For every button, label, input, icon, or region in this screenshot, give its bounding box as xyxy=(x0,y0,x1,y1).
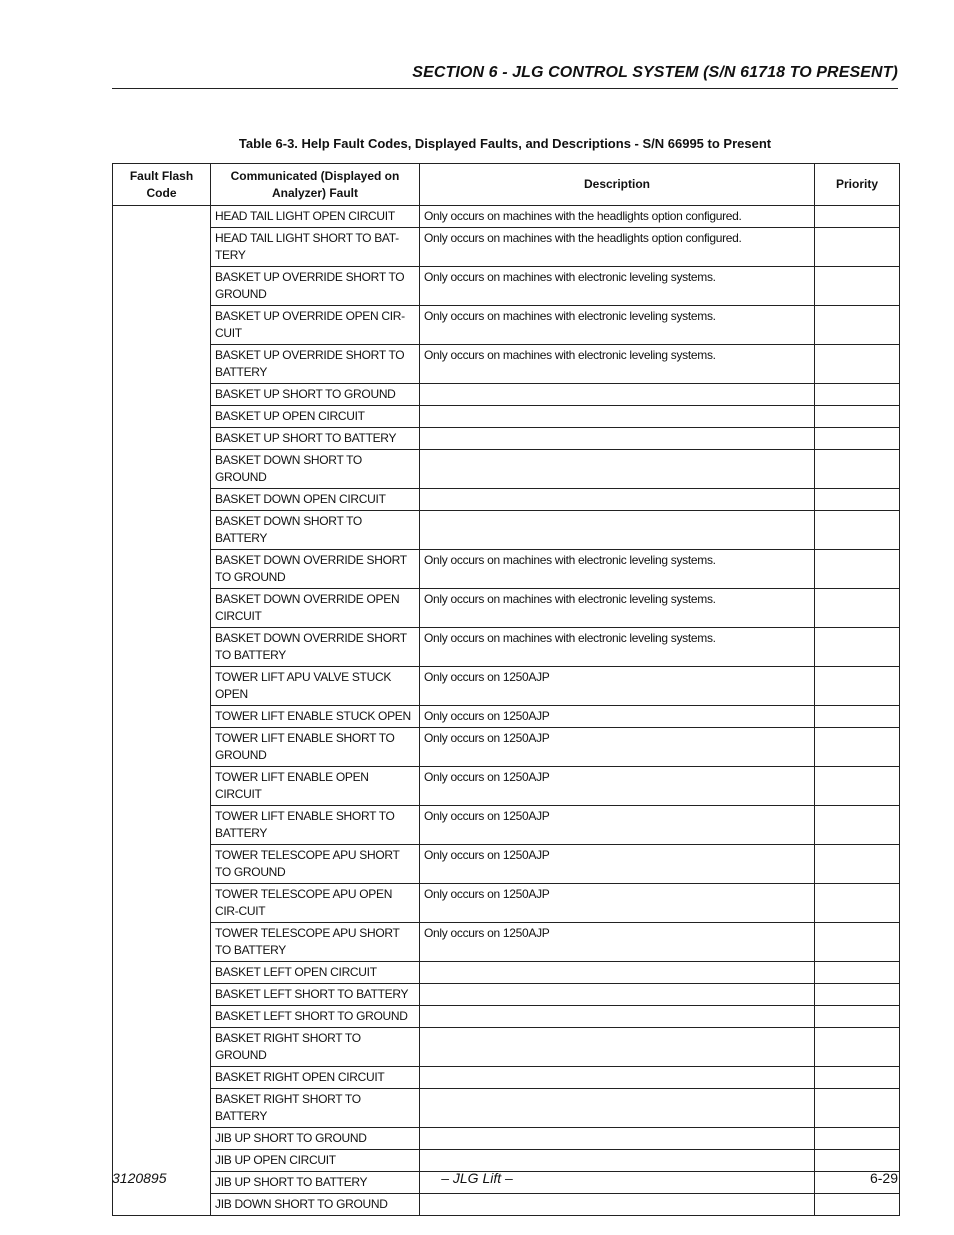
fault-name-cell: BASKET DOWN OVERRIDE SHORT TO BATTERY xyxy=(211,628,420,667)
fault-name-cell: TOWER TELESCOPE APU OPEN CIR-CUIT xyxy=(211,884,420,923)
priority-cell xyxy=(815,589,900,628)
fault-name-cell: BASKET UP SHORT TO GROUND xyxy=(211,384,420,406)
description-cell: Only occurs on machines with electronic leveling systems. xyxy=(420,306,815,345)
description-cell: Only occurs on 1250AJP xyxy=(420,806,815,845)
description-cell: Only occurs on 1250AJP xyxy=(420,767,815,806)
description-cell xyxy=(420,1150,815,1172)
priority-cell xyxy=(815,428,900,450)
table-row xyxy=(113,406,900,428)
fault-name-cell: BASKET DOWN OVERRIDE OPEN CIRCUIT xyxy=(211,589,420,628)
priority-cell xyxy=(815,884,900,923)
description-cell: Only occurs on machines with electronic leveling systems. xyxy=(420,550,815,589)
page-number: 6-29 xyxy=(869,1170,898,1186)
priority-cell xyxy=(815,728,900,767)
description-cell xyxy=(420,1028,815,1067)
fault-name-cell: BASKET LEFT SHORT TO BATTERY xyxy=(211,984,420,1006)
description-cell: Only occurs on machines with electronic leveling systems. xyxy=(420,628,815,667)
fault-name-cell: TOWER LIFT ENABLE SHORT TO GROUND xyxy=(211,728,420,767)
section-title: SECTION 6 - JLG CONTROL SYSTEM (S/N 61718 TO PRESENT) xyxy=(412,64,898,81)
priority-cell xyxy=(815,706,900,728)
fault-name-cell: BASKET RIGHT OPEN CIRCUIT xyxy=(211,1067,420,1089)
description-cell: Only occurs on 1250AJP xyxy=(420,884,815,923)
column-header-priority: Priority xyxy=(815,164,900,206)
description-cell: Only occurs on 1250AJP xyxy=(420,845,815,884)
table-row xyxy=(113,511,900,550)
fault-name-cell: TOWER LIFT ENABLE STUCK OPEN xyxy=(211,706,420,728)
fault-name-cell: HEAD TAIL LIGHT SHORT TO BAT-TERY xyxy=(211,228,420,267)
priority-cell xyxy=(815,267,900,306)
priority-cell xyxy=(815,384,900,406)
priority-cell xyxy=(815,1128,900,1150)
fault-name-cell: BASKET RIGHT SHORT TO BATTERY xyxy=(211,1089,420,1128)
priority-cell xyxy=(815,406,900,428)
priority-cell xyxy=(815,1006,900,1028)
column-header-code: Fault Flash Code xyxy=(113,164,211,206)
fault-name-cell: BASKET DOWN SHORT TO GROUND xyxy=(211,450,420,489)
table-row xyxy=(113,206,900,228)
table-row xyxy=(113,550,900,589)
table-row xyxy=(113,884,900,923)
fault-name-cell: JIB UP SHORT TO BATTERY xyxy=(211,1172,420,1194)
fault-name-cell: BASKET LEFT OPEN CIRCUIT xyxy=(211,962,420,984)
fault-name-cell: TOWER LIFT APU VALVE STUCK OPEN xyxy=(211,667,420,706)
fault-name-cell: BASKET UP OVERRIDE SHORT TO GROUND xyxy=(211,267,420,306)
fault-name-cell: TOWER LIFT ENABLE OPEN CIRCUIT xyxy=(211,767,420,806)
fault-name-cell: BASKET UP SHORT TO BATTERY xyxy=(211,428,420,450)
description-cell: Only occurs on 1250AJP xyxy=(420,667,815,706)
header-divider xyxy=(112,88,898,89)
table-row xyxy=(113,923,900,962)
priority-cell xyxy=(815,345,900,384)
table-row xyxy=(113,628,900,667)
fault-name-cell: BASKET UP OPEN CIRCUIT xyxy=(211,406,420,428)
description-cell xyxy=(420,962,815,984)
priority-cell xyxy=(815,962,900,984)
description-cell xyxy=(420,406,815,428)
description-cell xyxy=(420,1006,815,1028)
description-cell: Only occurs on machines with electronic leveling systems. xyxy=(420,589,815,628)
description-cell: Only occurs on 1250AJP xyxy=(420,728,815,767)
table-row xyxy=(113,1150,900,1172)
description-cell xyxy=(420,428,815,450)
column-header-fault: Communicated (Displayed on Analyzer) Fault xyxy=(211,164,420,206)
description-cell xyxy=(420,450,815,489)
priority-cell xyxy=(815,984,900,1006)
fault-name-cell: TOWER TELESCOPE APU SHORT TO BATTERY xyxy=(211,923,420,962)
table-title: Table 6-3. Help Fault Codes, Displayed Faults, and Descriptions - S/N 66995 to Present xyxy=(238,136,772,151)
priority-cell xyxy=(815,923,900,962)
fault-name-cell: JIB DOWN SHORT TO GROUND xyxy=(211,1194,420,1216)
column-header-description: Description xyxy=(420,164,815,206)
priority-cell xyxy=(815,489,900,511)
table-row xyxy=(113,962,900,984)
fault-name-cell: JIB UP OPEN CIRCUIT xyxy=(211,1150,420,1172)
table-row xyxy=(113,767,900,806)
priority-cell xyxy=(815,550,900,589)
table-row xyxy=(113,228,900,267)
table-row xyxy=(113,984,900,1006)
description-cell: Only occurs on machines with the headlights option configured. xyxy=(420,228,815,267)
priority-cell xyxy=(815,450,900,489)
table-row xyxy=(113,384,900,406)
table-row xyxy=(113,1006,900,1028)
priority-cell xyxy=(815,845,900,884)
description-cell: Only occurs on 1250AJP xyxy=(420,706,815,728)
priority-cell xyxy=(815,628,900,667)
priority-cell xyxy=(815,1028,900,1067)
table-row xyxy=(113,489,900,511)
table-row xyxy=(113,1089,900,1128)
document-number: 3120895 xyxy=(112,1170,167,1186)
priority-cell xyxy=(815,511,900,550)
fault-name-cell: BASKET DOWN OVERRIDE SHORT TO GROUND xyxy=(211,550,420,589)
priority-cell xyxy=(815,806,900,845)
table-row xyxy=(113,1067,900,1089)
priority-cell xyxy=(815,767,900,806)
description-cell: Only occurs on 1250AJP xyxy=(420,923,815,962)
table-row xyxy=(113,306,900,345)
description-cell xyxy=(420,489,815,511)
table-row xyxy=(113,450,900,489)
description-cell xyxy=(420,511,815,550)
description-cell xyxy=(420,984,815,1006)
table-row xyxy=(113,345,900,384)
table-header-row xyxy=(113,164,900,206)
description-cell: Only occurs on machines with electronic leveling systems. xyxy=(420,267,815,306)
priority-cell xyxy=(815,306,900,345)
table-row xyxy=(113,1194,900,1216)
table-row xyxy=(113,845,900,884)
description-cell: Only occurs on machines with the headlights option configured. xyxy=(420,206,815,228)
fault-name-cell: BASKET RIGHT SHORT TO GROUND xyxy=(211,1028,420,1067)
description-cell xyxy=(420,384,815,406)
description-cell xyxy=(420,1067,815,1089)
fault-name-cell: BASKET UP OVERRIDE SHORT TO BATTERY xyxy=(211,345,420,384)
fault-name-cell: TOWER TELESCOPE APU SHORT TO GROUND xyxy=(211,845,420,884)
priority-cell xyxy=(815,1194,900,1216)
table-row xyxy=(113,706,900,728)
fault-name-cell: HEAD TAIL LIGHT OPEN CIRCUIT xyxy=(211,206,420,228)
table-row xyxy=(113,1128,900,1150)
table-row xyxy=(113,1028,900,1067)
fault-codes-table xyxy=(112,163,900,1216)
priority-cell xyxy=(815,228,900,267)
table-row xyxy=(113,806,900,845)
description-cell xyxy=(420,1194,815,1216)
table-row xyxy=(113,428,900,450)
table-row xyxy=(113,667,900,706)
fault-name-cell: TOWER LIFT ENABLE SHORT TO BATTERY xyxy=(211,806,420,845)
fault-name-cell: BASKET DOWN OPEN CIRCUIT xyxy=(211,489,420,511)
table-body xyxy=(113,206,900,1216)
priority-cell xyxy=(815,667,900,706)
priority-cell xyxy=(815,1089,900,1128)
footer-brand: – JLG Lift – xyxy=(441,1170,513,1186)
description-cell xyxy=(420,1128,815,1150)
table-row xyxy=(113,589,900,628)
fault-name-cell: BASKET UP OVERRIDE OPEN CIR-CUIT xyxy=(211,306,420,345)
fault-name-cell: BASKET DOWN SHORT TO BATTERY xyxy=(211,511,420,550)
priority-cell xyxy=(815,206,900,228)
priority-cell xyxy=(815,1150,900,1172)
table-row xyxy=(113,728,900,767)
fault-flash-code-cell xyxy=(113,206,211,1216)
fault-name-cell: BASKET LEFT SHORT TO GROUND xyxy=(211,1006,420,1028)
description-cell xyxy=(420,1089,815,1128)
fault-name-cell: JIB UP SHORT TO GROUND xyxy=(211,1128,420,1150)
table-row xyxy=(113,267,900,306)
description-cell: Only occurs on machines with electronic leveling systems. xyxy=(420,345,815,384)
priority-cell xyxy=(815,1067,900,1089)
